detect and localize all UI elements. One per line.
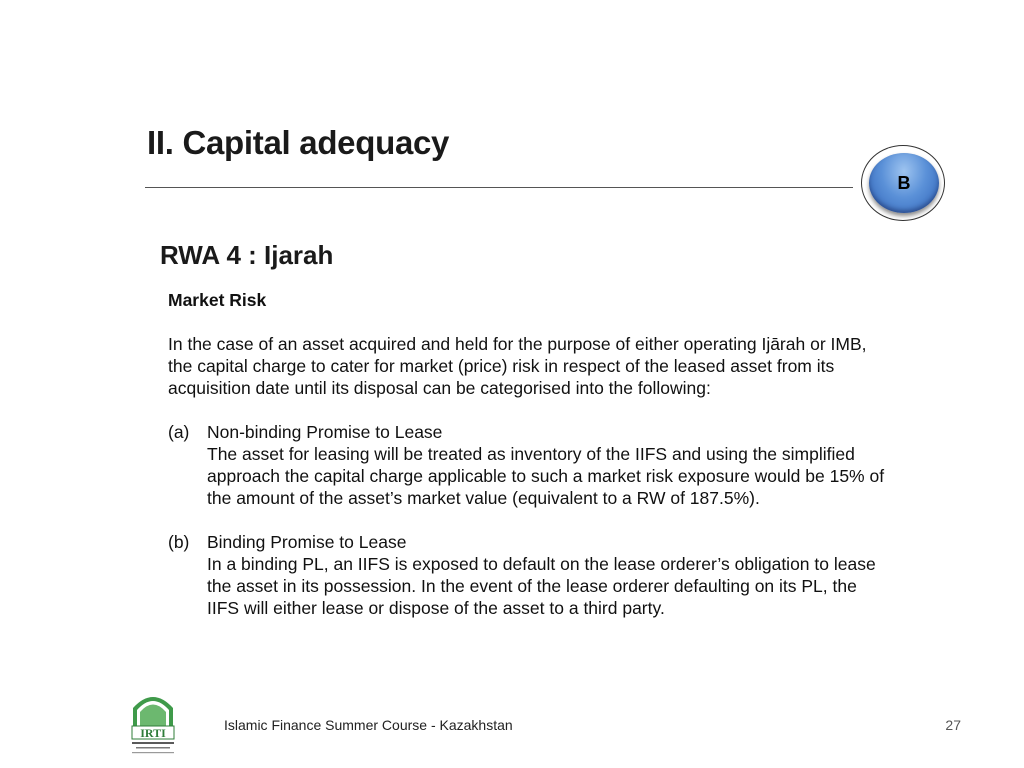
section-heading: Market Risk <box>168 290 267 310</box>
slide-title: II. Capital adequacy <box>147 124 450 161</box>
logo-text: IRTI <box>140 726 166 740</box>
section-badge: B <box>869 153 939 213</box>
slide-subtitle: RWA 4 : Ijarah <box>160 240 334 270</box>
list-item-title: Binding Promise to Lease <box>207 532 407 552</box>
list-item-text: In a binding PL, an IIFS is exposed to default on the lease orderer’s obligation to lease the asset in its possession. In the event of the lease orderer defaulting on its PL, the IIFS will either lease or dispose of the asset to a third party. <box>207 554 876 618</box>
irti-logo-icon <box>128 688 178 758</box>
list-item-b <box>168 531 888 619</box>
list-item-body <box>207 421 888 509</box>
page-number: 27 <box>945 717 961 733</box>
list-item-title: Non-binding Promise to Lease <box>207 422 443 442</box>
list-item-text: The asset for leasing will be treated as inventory of the IIFS and using the simplified approach the capital charge applicable to such a market risk exposure would be 15% of the amount of the asset’s market value (equivalent to a RW of 187.5%). <box>207 444 885 508</box>
intro-paragraph: In the case of an asset acquired and held for the purpose of either operating Ijārah or IMB, the capital charge to cater for market (price) risk in respect of the leased asset from its acquisition date until its disposal can be categorised into the following: <box>168 334 867 398</box>
list-marker: (a) <box>168 422 190 442</box>
list-item-a <box>168 421 888 509</box>
title-divider <box>145 187 853 188</box>
list-marker: (b) <box>168 532 190 552</box>
footer-text: Islamic Finance Summer Course - Kazakhstan <box>224 717 513 733</box>
list-item-body <box>207 531 888 619</box>
slide-body <box>168 289 888 619</box>
